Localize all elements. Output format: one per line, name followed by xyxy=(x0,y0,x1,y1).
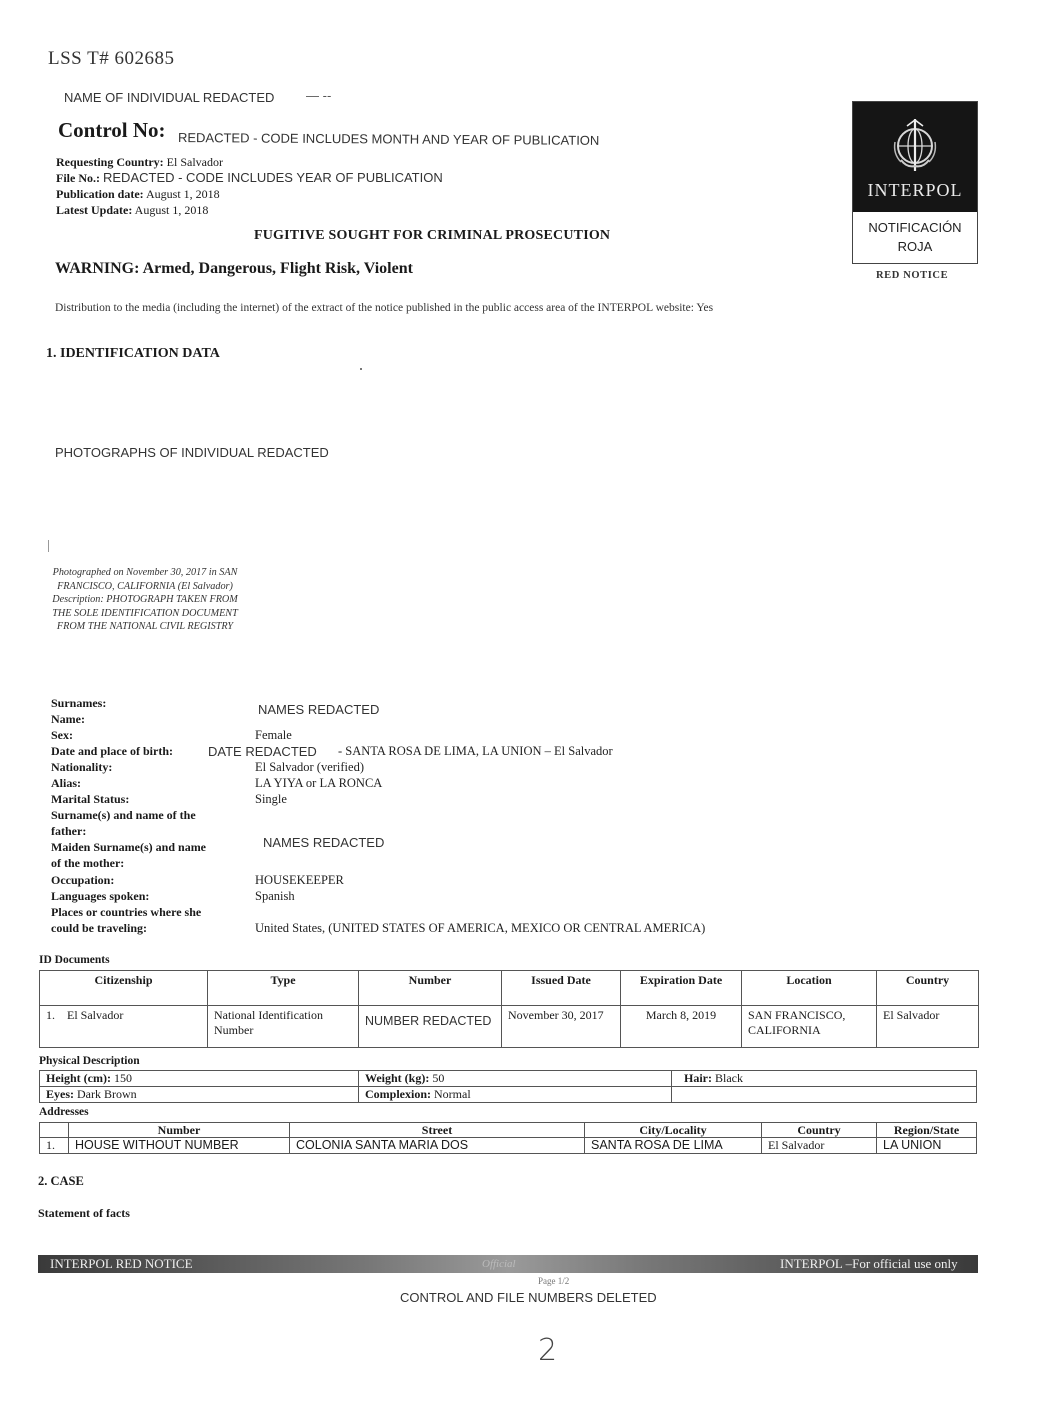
hair-label: Hair: xyxy=(684,1071,712,1085)
places-value: United States, (UNITED STATES OF AMERICA, MEXICO OR CENTRAL AMERICA) xyxy=(255,921,706,935)
latest-update-value: August 1, 2018 xyxy=(134,203,209,217)
latest-update xyxy=(56,203,208,218)
table-row xyxy=(40,1071,977,1087)
cell-eyes xyxy=(40,1087,359,1103)
occupation-value: HOUSEKEEPER xyxy=(255,873,344,887)
col-number: Number xyxy=(69,1123,290,1138)
cell-number: NUMBER REDACTED xyxy=(359,1006,502,1048)
warning-line: WARNING: Armed, Dangerous, Flight Risk, Violent xyxy=(55,260,413,277)
photos-redacted-note: PHOTOGRAPHS OF INDIVIDUAL REDACTED xyxy=(55,445,329,460)
col-expiration: Expiration Date xyxy=(621,971,742,1006)
occupation-label: Occupation: xyxy=(51,873,115,887)
cell-height xyxy=(40,1071,359,1087)
col-location: Location xyxy=(742,971,877,1006)
eyes-label: Eyes: xyxy=(46,1087,74,1101)
table-header-row xyxy=(40,971,979,1006)
sex-label: Sex: xyxy=(51,728,73,742)
table-header-row xyxy=(40,1123,977,1138)
table-row xyxy=(40,1138,977,1154)
logo-notificacion: NOTIFICACIÓN xyxy=(868,220,962,235)
dob-place: - SANTA ROSA DE LIMA, LA UNION – El Salvador xyxy=(338,744,613,758)
marital-value: Single xyxy=(255,792,287,806)
logo-dark-panel xyxy=(853,102,977,212)
footer-middle-text: Official xyxy=(482,1258,516,1270)
dob-label: Date and place of birth: xyxy=(51,744,173,758)
scan-dot xyxy=(360,368,362,370)
cell-country: El Salvador xyxy=(762,1138,877,1154)
weight-value: 50 xyxy=(432,1071,445,1085)
requesting-country xyxy=(56,155,223,170)
red-notice-label: RED NOTICE xyxy=(876,270,949,281)
cell-city: SANTA ROSA DE LIMA xyxy=(585,1138,762,1154)
publication-date xyxy=(56,187,220,202)
places-label-1: Places or countries where she xyxy=(51,905,202,919)
requesting-country-value: El Salvador xyxy=(166,155,223,169)
fugitive-heading: FUGITIVE SOUGHT FOR CRIMINAL PROSECUTION xyxy=(254,228,611,243)
page-number: Page 1/2 xyxy=(538,1276,570,1286)
eyes-value: Dark Brown xyxy=(77,1087,137,1101)
lss-number: LSS T# 602685 xyxy=(48,48,175,69)
cell-expiration: March 8, 2019 xyxy=(621,1006,742,1048)
surnames-label: Surnames: xyxy=(51,696,107,710)
names-redacted: NAMES REDACTED xyxy=(258,702,380,717)
col-type: Type xyxy=(208,971,359,1006)
logo-roja: ROJA xyxy=(897,239,933,254)
interpol-logo xyxy=(852,101,978,264)
parents-redacted: NAMES REDACTED xyxy=(263,835,385,850)
photo-caption: Photographed on November 30, 2017 in SAN FRANCISCO, CALIFORNIA (El Salvador) Description: PHOTOGRAPH TAKEN FROM THE SOLE IDENTIFICATION DOCUMENT FROM THE NATIONAL CIVIL REGISTRY xyxy=(52,567,238,632)
physical-title: Physical Description xyxy=(39,1055,140,1067)
nationality-label: Nationality: xyxy=(51,760,113,774)
col-country: Country xyxy=(762,1123,877,1138)
cell-index: 1. xyxy=(40,1138,69,1154)
addresses-title: Addresses xyxy=(39,1106,89,1118)
alias-label: Alias: xyxy=(51,776,81,790)
name-dashes: — -- xyxy=(306,88,332,103)
file-no-value: REDACTED - CODE INCLUDES YEAR OF PUBLICATION xyxy=(103,170,443,185)
col-citizenship: Citizenship xyxy=(40,971,208,1006)
nationality-value: El Salvador (verified) xyxy=(255,760,364,774)
col-city: City/Locality xyxy=(585,1123,762,1138)
height-label: Height (cm): xyxy=(46,1071,111,1085)
cell-issued: November 30, 2017 xyxy=(502,1006,621,1048)
latest-update-label: Latest Update: xyxy=(56,203,133,217)
mother-label-1: Maiden Surname(s) and name xyxy=(51,840,207,854)
cell-empty xyxy=(672,1087,977,1103)
dob-date: DATE REDACTED xyxy=(208,744,317,759)
languages-value: Spanish xyxy=(255,889,295,903)
citizenship-value: El Salvador xyxy=(67,1008,124,1022)
cell-weight xyxy=(359,1071,672,1087)
complexion-value: Normal xyxy=(434,1087,471,1101)
cell-complexion xyxy=(359,1087,672,1103)
col-region: Region/State xyxy=(877,1123,977,1138)
languages-label: Languages spoken: xyxy=(51,889,150,903)
publication-date-label: Publication date: xyxy=(56,187,144,201)
section-identification-title: 1. IDENTIFICATION DATA xyxy=(46,346,220,361)
footer-left-text: INTERPOL RED NOTICE xyxy=(50,1256,193,1271)
file-no xyxy=(56,170,443,186)
addresses-table xyxy=(39,1122,977,1154)
complexion-label: Complexion: xyxy=(365,1087,431,1101)
marital-label: Marital Status: xyxy=(51,792,130,806)
control-no-label: Control No: xyxy=(58,118,166,142)
cell-hair xyxy=(672,1071,977,1087)
statement-of-facts: Statement of facts xyxy=(38,1206,130,1220)
col-index xyxy=(40,1123,69,1138)
control-deleted-note: CONTROL AND FILE NUMBERS DELETED xyxy=(400,1290,657,1305)
father-label-2: father: xyxy=(51,824,87,838)
file-no-label: File No.: xyxy=(56,171,100,185)
table-row xyxy=(40,1006,979,1048)
weight-label: Weight (kg): xyxy=(365,1071,430,1085)
logo-light-panel xyxy=(853,212,977,263)
cell-citizenship xyxy=(40,1006,208,1048)
section-case-title: 2. CASE xyxy=(38,1174,84,1188)
mother-label-2: of the mother: xyxy=(51,856,125,870)
cell-street: COLONIA SANTA MARIA DOS xyxy=(290,1138,585,1154)
distribution-note: Distribution to the media (including the internet) of the extract of the notice published in the public access area of the INTERPOL website: Yes xyxy=(55,302,714,314)
col-issued: Issued Date xyxy=(502,971,621,1006)
cell-number: HOUSE WITHOUT NUMBER xyxy=(69,1138,290,1154)
table-row xyxy=(40,1087,977,1103)
col-country: Country xyxy=(877,971,979,1006)
cell-location: SAN FRANCISCO, CALIFORNIA xyxy=(742,1006,877,1048)
sex-value: Female xyxy=(255,728,292,742)
publication-date-value: August 1, 2018 xyxy=(146,187,220,201)
height-value: 150 xyxy=(113,1071,132,1085)
footer-right-text: INTERPOL –For official use only xyxy=(780,1256,958,1271)
physical-table xyxy=(39,1070,977,1103)
handwritten-page-number: 2 xyxy=(538,1333,558,1368)
col-number: Number xyxy=(359,971,502,1006)
name-label: Name: xyxy=(51,712,85,726)
col-street: Street xyxy=(290,1123,585,1138)
logo-wordmark: INTERPOL xyxy=(867,180,963,200)
cell-country: El Salvador xyxy=(877,1006,979,1048)
father-label-1: Surname(s) and name of the xyxy=(51,808,196,822)
id-documents-title: ID Documents xyxy=(39,954,110,966)
name-redacted-note: NAME OF INDIVIDUAL REDACTED xyxy=(64,90,275,105)
row-index: 1. xyxy=(46,1008,55,1022)
id-documents-table xyxy=(39,970,979,1048)
places-label-2: could be traveling: xyxy=(51,921,147,935)
alias-value: LA YIYA or LA RONCA xyxy=(255,776,383,790)
cell-type: National Identification Number xyxy=(208,1006,359,1048)
hair-value: Black xyxy=(715,1071,743,1085)
scan-tick xyxy=(48,540,49,552)
control-no-value: REDACTED - CODE INCLUDES MONTH AND YEAR OF PUBLICATION xyxy=(177,130,600,148)
interpol-globe-icon xyxy=(887,116,943,174)
cell-region: LA UNION xyxy=(877,1138,977,1154)
requesting-country-label: Requesting Country: xyxy=(56,155,164,169)
